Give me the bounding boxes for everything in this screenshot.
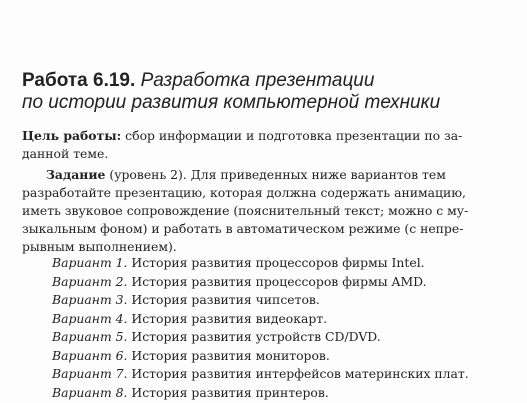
task-line: разработайте презентацию, которая должна содержать анимацию, [22, 185, 466, 200]
work-number: Работа 6.19. [22, 70, 136, 91]
variant-item [52, 291, 512, 310]
variant-item [52, 254, 512, 273]
variant-item [52, 347, 512, 366]
title-line-1 [22, 70, 512, 92]
variant-item [52, 365, 512, 384]
variant-number: Вариант 6. [52, 347, 128, 363]
variant-text: История развития чипсетов. [131, 292, 320, 307]
task-line: рывным выполнением). [22, 239, 177, 254]
goal-label: Цель работы: [22, 128, 122, 143]
task-line: (уровень 2). Для приведенных ниже вариантов тем [109, 167, 446, 182]
variant-number: Вариант 5. [52, 329, 128, 344]
goal-text: сбор информации и подготовка презентации по за- [125, 128, 463, 143]
variant-item [52, 328, 512, 347]
page-title [22, 70, 512, 114]
variant-item [52, 384, 512, 403]
task-line: зыкальным фоном) и работать в автоматическом режиме (с непре- [22, 221, 464, 236]
variant-text: История развития процессоров фирмы Intel. [131, 255, 425, 270]
goal-text-2: данной теме. [22, 146, 109, 161]
task-label: Задание [46, 167, 106, 182]
title-text-2: по истории развития компьютерной техники [22, 92, 441, 113]
task-line: иметь звуковое сопровождение (пояснительный текст; можно с му- [22, 203, 469, 218]
variant-text: История развития мониторов. [131, 347, 330, 363]
variant-item [52, 273, 512, 292]
variant-number: Вариант 4. [52, 310, 128, 326]
variant-item [52, 310, 512, 329]
variant-number: Вариант 2. [52, 273, 128, 289]
variant-text: История развития принтеров. [131, 384, 329, 400]
variant-text: История развития интерфейсов материнских плат. [131, 366, 469, 381]
title-text-1: Разработка презентации [140, 70, 375, 91]
task-paragraph [22, 166, 512, 256]
variant-text: История развития устройств CD/DVD. [131, 329, 381, 344]
variant-text: История развития видеокарт. [131, 310, 328, 326]
variant-number: Вариант 8. [52, 384, 128, 400]
goal-paragraph [22, 127, 512, 163]
variant-text: История развития процессоров фирмы AMD. [131, 273, 427, 289]
variant-number: Вариант 1. [52, 255, 128, 270]
variants-list [52, 254, 512, 402]
variant-number: Вариант 3. [52, 292, 128, 307]
variant-number: Вариант 7. [52, 366, 128, 381]
